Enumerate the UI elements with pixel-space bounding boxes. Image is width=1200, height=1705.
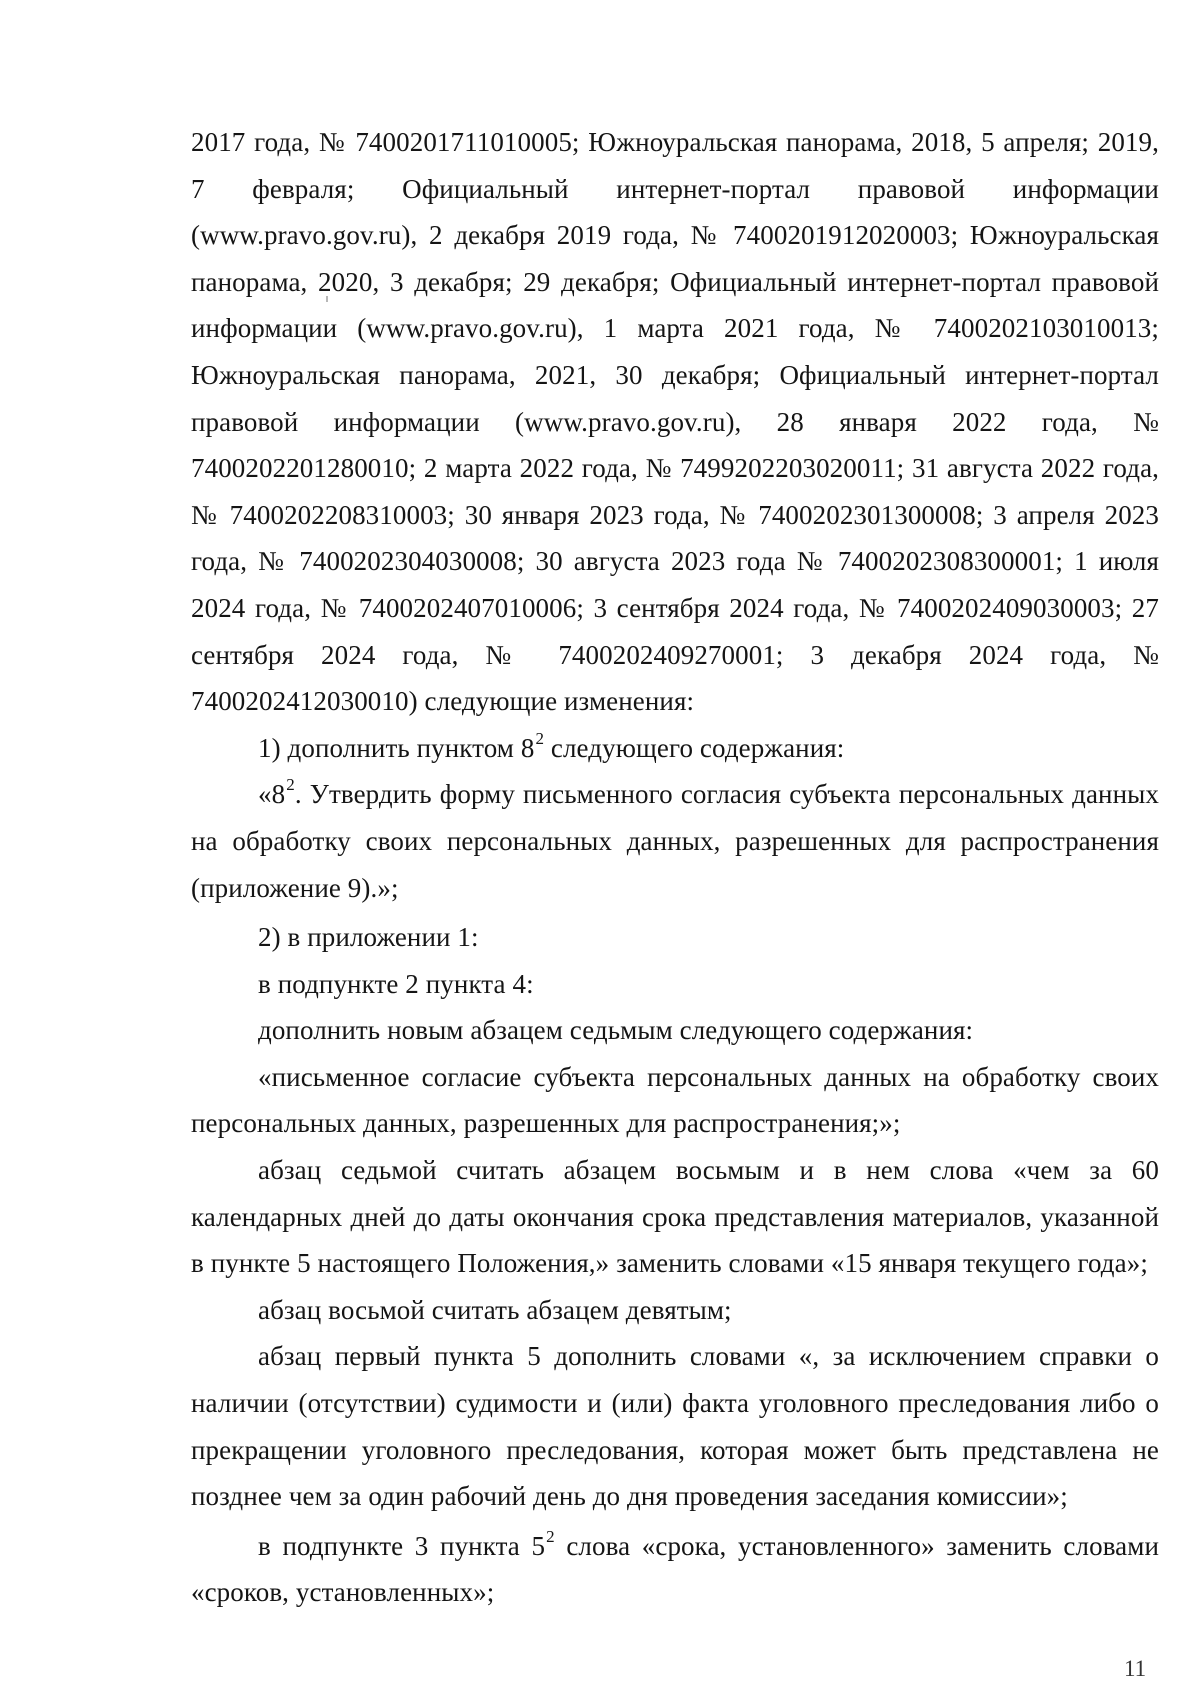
page-number: 11 [1124,1656,1147,1681]
superscript: 2 [535,728,545,748]
paragraph-subitem-text-b: слова «срока, установленного» заменить словами «сроков, установленных»; [191,1530,1160,1608]
paragraph-eighth-to-ninth: абзац восьмой считать абзацем девятым; [258,1294,732,1325]
paragraph-quote-text-b: . Утвердить форму письменного согласия субъекта персональных данных на обработку своих персональных данных, разрешенных для распространения (приложение 9).»; [191,779,1159,903]
superscript: 2 [546,1526,555,1546]
paragraph-item-8-2-quote [191,771,1159,911]
paragraph-subitem-2-point-4: в подпункте 2 пункта 4: [258,968,534,999]
paragraph-quote-text-a: «8 [258,779,286,810]
paragraph-subitem-text-a: в подпункте 3 пункта 5 [258,1530,546,1561]
paragraph-add-seventh: дополнить новым абзацем седьмым следующего содержания: [258,1015,974,1046]
superscript: 2 [286,775,295,795]
paragraph-item-1-text-a: 1) дополнить пунктом 8 [258,732,535,763]
paragraph-consent-quote: «письменное согласие субъекта персональных данных на обработку своих персональных данных, разрешенных для распространения;»; [191,1061,1159,1139]
paragraph-item-1 [191,725,1159,772]
paragraph-item-2: 2) в приложении 1: [258,922,479,953]
paragraph-seventh-to-eighth: абзац седьмой считать абзацем восьмым и в нем слова «чем за 60 календарных дней до даты окончания срока представления материалов, указанной в пункте 5 настоящего Положения,» заменить словами «15 января текущего года»; [191,1155,1159,1279]
paragraph-publication-sources: 2017 года, № 7400201711010005; Южноуральская панорама, 2018, 5 апреля; 2019, 7 февраля; Официальный интернет-портал правовой информации (www.pravo.gov.ru), 2 декабря 2019 года, № 7400201912020003; Южноуральская панорама, 2020, 3 декабря; 29 декабря; Официальный интернет-портал правовой информации (www.pravo.gov.ru), 1 марта 2021 года, № 7400202103010013; Южноуральская панорама, 2021, 30 декабря; Официальный интернет-портал правовой информации (www.pravo.gov.ru), 28 января 2022 года, № 7400202201280010; 2 марта 2022 года, № 7499202203020011; 31 августа 2022 года, № 7400202208310003; 30 января 2023 года, № 7400202301300008; 3 апреля 2023 года, № 7400202304030008; 30 августа 2023 года № 7400202308300001; 1 июля 2024 года, № 7400202407010006; 3 сентября 2024 года, № 7400202409030003; 27 сентября 2024 года, № 7400202409270001; 3 декабря 2024 года, № 7400202412030010) следующие изменения: [191,127,1159,717]
document-body [191,119,1159,1616]
paragraph-subitem-3-point-5-2 [191,1523,1159,1616]
paragraph-point-5-addition: абзац первый пункта 5 дополнить словами «, за исключением справки о наличии (отсутствии) судимости и (или) факта уголовного преследования либо о прекращении уголовного преследования, которая может быть представлена не позднее чем за один рабочий день до дня проведения заседания комиссии»; [191,1341,1159,1512]
paragraph-item-1-text-b: следующего содержания: [544,732,845,763]
